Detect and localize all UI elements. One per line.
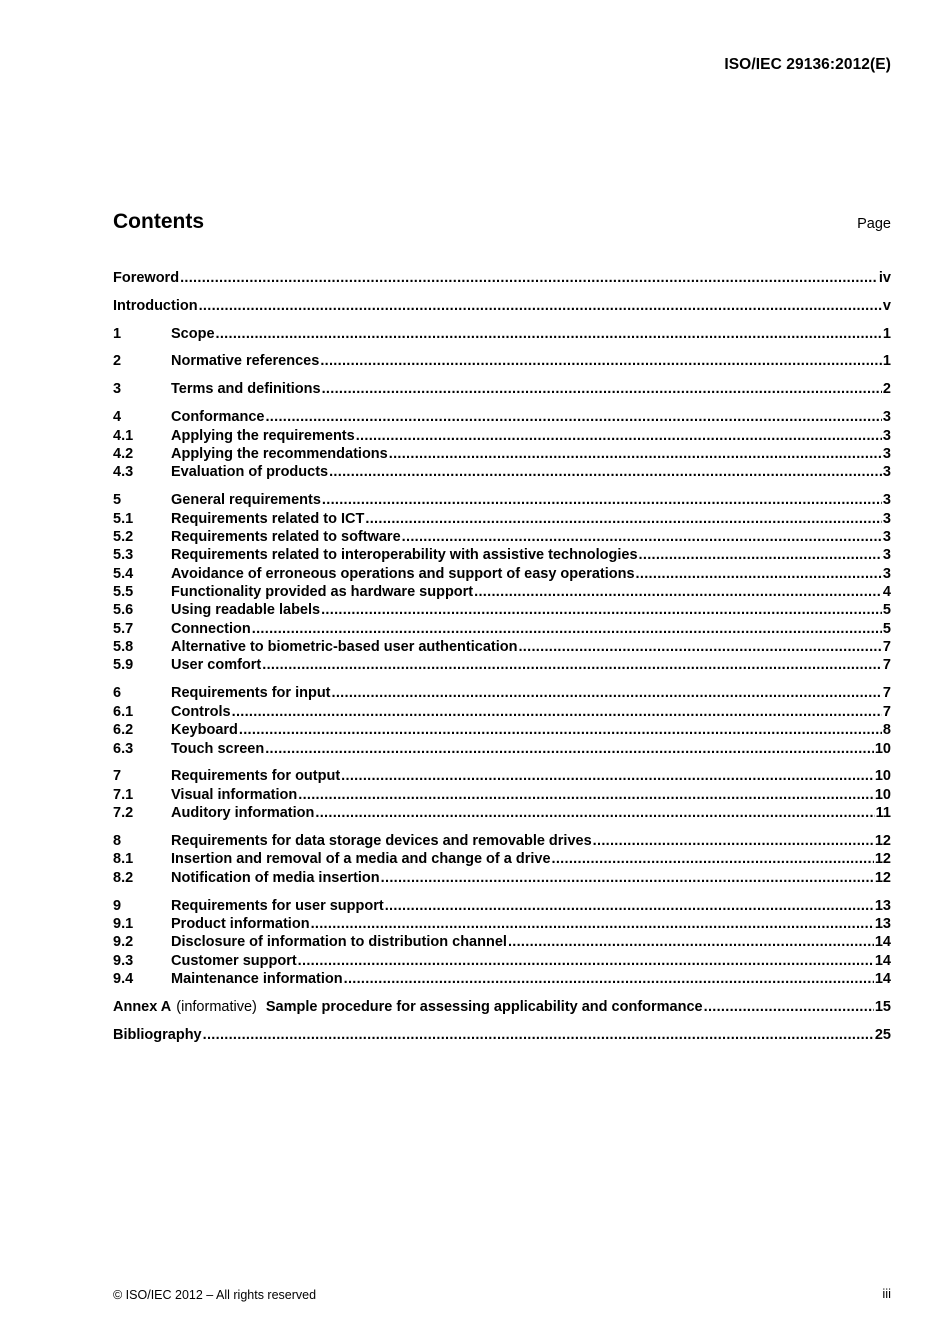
toc-leader-dots [365, 510, 882, 528]
toc-entry[interactable] [113, 703, 891, 721]
toc-entry-title: General requirements [171, 492, 321, 508]
toc-entry[interactable] [113, 620, 891, 638]
toc-entry-number: 7.1 [113, 787, 134, 803]
toc-entry-title: Applying the recommendations [171, 446, 388, 462]
toc-leader-dots [381, 869, 874, 887]
toc-entry-page: 3 [882, 464, 891, 480]
toc-leader-dots [385, 897, 874, 915]
toc-entry-foreword[interactable] [113, 269, 891, 287]
toc-entry-number: 4 [113, 409, 122, 425]
toc-entry[interactable] [113, 933, 891, 951]
toc-leader-dots [321, 601, 882, 619]
toc-leader-dots [344, 970, 874, 988]
toc-entry-number: 4.3 [113, 464, 134, 480]
page-column-label: Page [857, 216, 891, 232]
toc-leader-dots [341, 767, 874, 785]
toc-entry-title: Bibliography [113, 1027, 202, 1043]
toc-entry-title: Using readable labels [171, 602, 321, 618]
toc-entry-bibliography[interactable] [113, 1026, 891, 1044]
toc-leader-dots [252, 620, 882, 638]
toc-entry-page: 5 [882, 621, 891, 637]
toc-entry-number: 5.6 [113, 602, 134, 618]
toc-entry[interactable] [113, 565, 891, 583]
toc-entry-number: 2 [113, 353, 122, 369]
toc-entry-number: 5.9 [113, 657, 134, 673]
toc-entry-title: Requirements related to ICT [171, 511, 365, 527]
toc-entry-number: 9.3 [113, 953, 134, 969]
toc-entry-page: 5 [882, 602, 891, 618]
toc-entry-number: 9.4 [113, 971, 134, 987]
toc-leader-dots [474, 583, 882, 601]
toc-entry[interactable] [113, 546, 891, 564]
toc-entry-page: 3 [882, 547, 891, 563]
toc-entry-page: iv [878, 270, 891, 286]
toc-leader-dots [216, 325, 882, 343]
toc-entry-title: Connection [171, 621, 251, 637]
toc-entry[interactable] [113, 684, 891, 702]
toc-entry-number: 6.3 [113, 741, 134, 757]
toc-entry[interactable] [113, 740, 891, 758]
toc-leader-dots [704, 998, 874, 1016]
footer-copyright: © ISO/IEC 2012 – All rights reserved [113, 1288, 317, 1302]
toc-entry-page: 7 [882, 685, 891, 701]
toc-entry-title: Maintenance information [171, 971, 343, 987]
toc-leader-dots [593, 832, 874, 850]
toc-entry[interactable] [113, 656, 891, 674]
toc-leader-dots [636, 565, 882, 583]
toc-entry-title: Requirements related to interoperability with assistive technologies [171, 547, 638, 563]
contents-heading: Contents [113, 210, 204, 233]
toc-entry[interactable] [113, 970, 891, 988]
document-id: ISO/IEC 29136:2012(E) [724, 56, 891, 73]
toc-entry-number: 7 [113, 768, 122, 784]
toc-entry-title: Requirements for output [171, 768, 341, 784]
toc-entry[interactable] [113, 352, 891, 370]
toc-entry-title: Requirements for user support [171, 898, 384, 914]
toc-leader-dots [329, 463, 882, 481]
toc-entry-page: 3 [882, 409, 891, 425]
toc-entry-page: 1 [882, 353, 891, 369]
toc-entry-title: User comfort [171, 657, 262, 673]
toc-leader-dots [298, 952, 874, 970]
toc-entry[interactable] [113, 786, 891, 804]
toc-entry-number: 6.1 [113, 704, 134, 720]
toc-entry-number: 5.2 [113, 529, 134, 545]
toc-entry-page: 15 [874, 999, 891, 1015]
toc-entry-number: 3 [113, 381, 122, 397]
toc-entry-number: 5 [113, 492, 122, 508]
toc-entry-page: 3 [882, 446, 891, 462]
toc-entry[interactable] [113, 491, 891, 509]
toc-entry-title: Touch screen [171, 741, 265, 757]
toc-annex-label: Annex A [113, 999, 172, 1015]
toc-entry-page: 13 [874, 916, 891, 932]
toc-entry-page: 12 [874, 870, 891, 886]
toc-entry-title: Normative references [171, 353, 320, 369]
toc-entry-number: 9.1 [113, 916, 134, 932]
toc-entry[interactable] [113, 850, 891, 868]
toc-entry-page: 10 [874, 787, 891, 803]
toc-entry-page: 10 [874, 768, 891, 784]
toc-entry[interactable] [113, 601, 891, 619]
toc-leader-dots [402, 528, 882, 546]
toc-entry-page: 3 [882, 428, 891, 444]
toc-entry-page: 14 [874, 953, 891, 969]
toc-entry-number: 5.5 [113, 584, 134, 600]
toc-entry-title: Avoidance of erroneous operations and support of easy operations [171, 566, 635, 582]
toc-leader-dots [265, 408, 881, 426]
toc-entry[interactable] [113, 869, 891, 887]
toc-leader-dots [552, 850, 874, 868]
toc-entry-annex-a[interactable] [113, 998, 891, 1016]
toc-entry-page: 3 [882, 529, 891, 545]
toc-entry[interactable] [113, 583, 891, 601]
toc-entry-title: Terms and definitions [171, 381, 321, 397]
toc-entry[interactable] [113, 463, 891, 481]
toc-entry-number: 5.8 [113, 639, 134, 655]
toc-leader-dots [356, 427, 882, 445]
toc-entry-number: 8.2 [113, 870, 134, 886]
toc-entry-number: 9 [113, 898, 122, 914]
toc-entry-number: 4.1 [113, 428, 134, 444]
toc-leader-dots [322, 380, 882, 398]
toc-leader-dots [239, 721, 882, 739]
toc-entry-title: Customer support [171, 953, 297, 969]
toc-leader-dots [262, 656, 882, 674]
toc-entry[interactable] [113, 510, 891, 528]
toc-leader-dots [298, 786, 874, 804]
toc-leader-dots [315, 804, 874, 822]
toc-entry-title: Keyboard [171, 722, 238, 738]
toc-entry[interactable] [113, 528, 891, 546]
toc-entry-page: 11 [875, 805, 891, 821]
toc-leader-dots [180, 269, 878, 287]
toc-entry-number: 5.3 [113, 547, 134, 563]
toc-entry[interactable] [113, 721, 891, 739]
toc-entry-page: 14 [874, 971, 891, 987]
toc-leader-dots [518, 638, 881, 656]
toc-entry-page: 13 [874, 898, 891, 914]
toc-entry-title: Sample procedure for assessing applicability and conformance [265, 999, 703, 1015]
toc-entry[interactable] [113, 427, 891, 445]
toc-entry-title: Insertion and removal of a media and change of a drive [171, 851, 551, 867]
toc-leader-dots [320, 352, 882, 370]
toc-entry[interactable] [113, 408, 891, 426]
toc-entry-number: 1 [113, 326, 122, 342]
toc-leader-dots [322, 491, 882, 509]
toc-entry-title: Requirements related to software [171, 529, 401, 545]
toc-entry[interactable] [113, 638, 891, 656]
toc-entry-title: Foreword [113, 270, 180, 286]
toc-entry-title: Introduction [113, 298, 198, 314]
toc-entry-number: 5.7 [113, 621, 134, 637]
toc-entry-number: 8 [113, 833, 122, 849]
toc-entry-title: Product information [171, 916, 310, 932]
toc-entry-title: Visual information [171, 787, 298, 803]
footer-page-number: iii [882, 1286, 891, 1301]
toc-entry[interactable] [113, 832, 891, 850]
toc-entry-page: 14 [874, 934, 891, 950]
toc-entry-number: 4.2 [113, 446, 134, 462]
toc-entry-title: Notification of media insertion [171, 870, 380, 886]
toc-leader-dots [639, 546, 882, 564]
toc-leader-dots [508, 933, 874, 951]
toc-entry-page: 10 [874, 741, 891, 757]
toc-entry[interactable] [113, 952, 891, 970]
toc-leader-dots [332, 684, 882, 702]
toc-entry-page: 7 [882, 657, 891, 673]
toc-entry-introduction[interactable] [113, 297, 891, 315]
table-of-contents [113, 0, 891, 1344]
toc-leader-dots [389, 445, 882, 463]
toc-entry-title: Applying the requirements [171, 428, 355, 444]
toc-entry-page: 12 [874, 833, 891, 849]
toc-leader-dots [232, 703, 882, 721]
toc-leader-dots [199, 297, 882, 315]
toc-entry-number: 9.2 [113, 934, 134, 950]
toc-entry-number: 7.2 [113, 805, 134, 821]
toc-entry[interactable] [113, 767, 891, 785]
toc-entry-page: 4 [882, 584, 891, 600]
toc-entry[interactable] [113, 325, 891, 343]
toc-entry-number: 8.1 [113, 851, 134, 867]
toc-entry-title: Disclosure of information to distribution channel [171, 934, 507, 950]
toc-entry-page: 2 [882, 381, 891, 397]
toc-leader-dots [311, 915, 874, 933]
toc-entry[interactable] [113, 380, 891, 398]
toc-entry-title: Evaluation of products [171, 464, 329, 480]
toc-entry-number: 5.4 [113, 566, 134, 582]
toc-entry-page: 7 [882, 639, 891, 655]
toc-entry-title: Functionality provided as hardware support [171, 584, 474, 600]
toc-entry-page: 12 [874, 851, 891, 867]
toc-entry-page: 7 [882, 704, 891, 720]
toc-entry[interactable] [113, 804, 891, 822]
toc-entry-number: 6 [113, 685, 122, 701]
toc-entry-number: 5.1 [113, 511, 134, 527]
toc-entry[interactable] [113, 915, 891, 933]
toc-entry-title: Requirements for data storage devices and removable drives [171, 833, 592, 849]
toc-entry-number: 6.2 [113, 722, 134, 738]
toc-entry-page: 8 [882, 722, 891, 738]
toc-entry-page: v [882, 298, 891, 314]
toc-entry-title: Conformance [171, 409, 265, 425]
toc-entry-title: Auditory information [171, 805, 315, 821]
toc-entry-page: 3 [882, 511, 891, 527]
toc-leader-dots [203, 1026, 874, 1044]
toc-entry[interactable] [113, 897, 891, 915]
toc-entry-page: 1 [882, 326, 891, 342]
toc-entry-title: Scope [171, 326, 215, 342]
toc-entry-title: Requirements for input [171, 685, 331, 701]
toc-entry-page: 3 [882, 492, 891, 508]
toc-entry-title: Controls [171, 704, 231, 720]
toc-entry-title: Alternative to biometric-based user authentication [171, 639, 518, 655]
toc-leader-dots [265, 740, 874, 758]
toc-entry[interactable] [113, 445, 891, 463]
toc-entry-page: 3 [882, 566, 891, 582]
toc-annex-qualifier: (informative) [176, 999, 257, 1015]
toc-entry-page: 25 [874, 1027, 891, 1043]
